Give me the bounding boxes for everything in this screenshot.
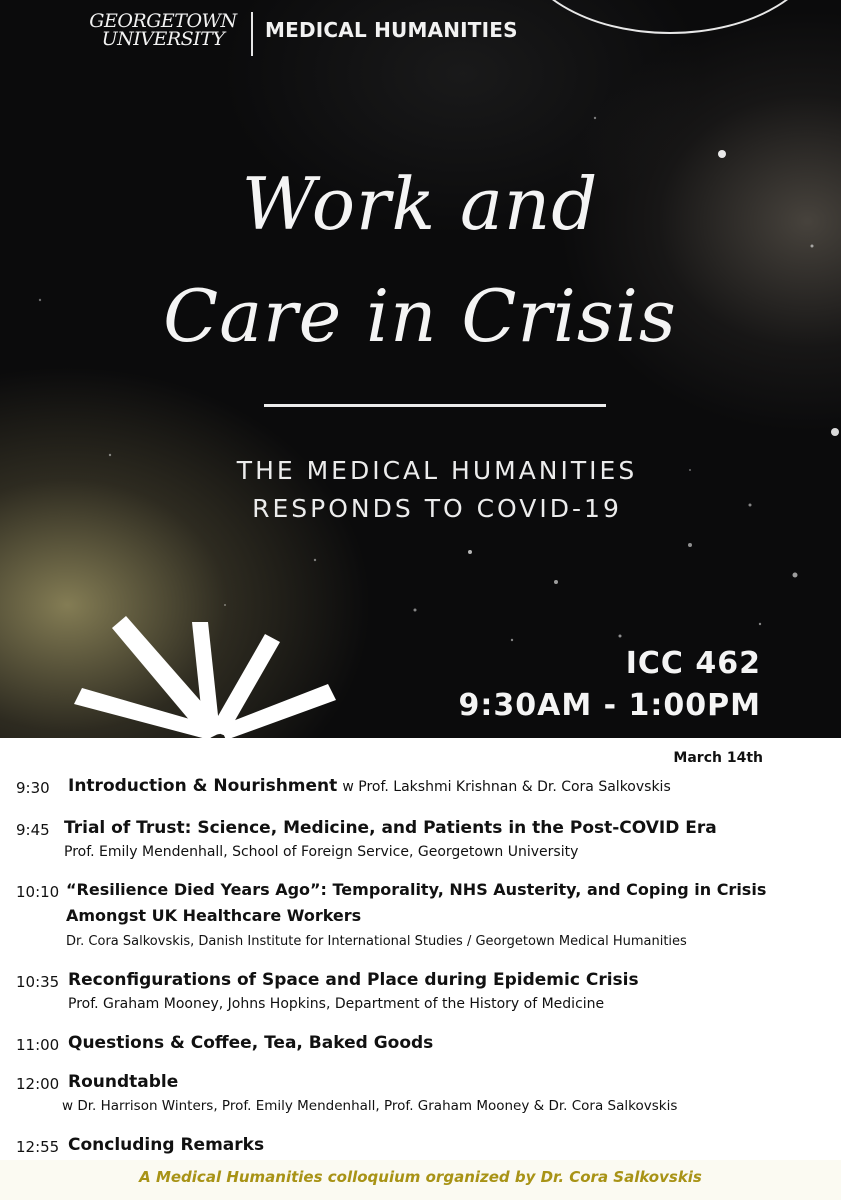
schedule-title-line	[68, 1072, 178, 1092]
schedule-title-line	[64, 818, 717, 838]
session-title: Questions & Coffee, Tea, Baked Goods	[68, 1033, 434, 1053]
schedule-title-line-2	[66, 906, 361, 925]
schedule-title-line	[68, 1135, 264, 1155]
title-line-1: Work and	[241, 162, 599, 246]
schedule-time	[16, 882, 59, 901]
session-title: Reconfigurations of Space and Place during Epidemic Crisis	[68, 970, 639, 990]
event-venue: ICC 462	[625, 646, 761, 681]
starburst-decoration	[60, 612, 360, 738]
event-date: March 14th	[673, 750, 763, 766]
session-speaker: Dr. Cora Salkovskis, Danish Institute for International Studies / Georgetown Medical Humanities	[66, 934, 687, 949]
organizer-credit: A Medical Humanities colloquium organized by Dr. Cora Salkovskis	[139, 1168, 702, 1186]
logo-line-2: UNIVERSITY	[101, 28, 225, 50]
time-label: 11:00	[16, 1036, 60, 1054]
time-label: 10:10	[16, 883, 60, 901]
schedule-title-line	[68, 776, 671, 796]
time-label: 9:45	[16, 821, 50, 839]
time-label: 10:35	[16, 973, 60, 991]
schedule-title-line	[68, 970, 639, 990]
session-speaker: w Dr. Harrison Winters, Prof. Emily Mendenhall, Prof. Graham Mooney & Dr. Cora Salkovskis	[62, 1098, 678, 1114]
event-title	[90, 148, 750, 372]
session-title: Roundtable	[68, 1072, 179, 1092]
schedule-title-line	[66, 880, 766, 899]
logo-divider	[251, 12, 253, 56]
event-hours: 9:30AM - 1:00PM	[458, 688, 761, 723]
time-label: 12:55	[16, 1138, 60, 1156]
schedule-title-line	[68, 1033, 433, 1053]
schedule-section	[0, 738, 841, 1200]
session-title: Concluding Remarks	[68, 1135, 265, 1155]
schedule-time	[16, 972, 59, 991]
time-label: 9:30	[16, 779, 50, 797]
schedule-time	[16, 1074, 59, 1093]
program-name: MEDICAL HUMANITIES	[265, 18, 518, 42]
organizer-footer	[0, 1160, 841, 1200]
schedule-time	[16, 1035, 59, 1054]
subtitle-line-2: RESPONDS TO COVID-19	[252, 494, 622, 523]
schedule-time	[16, 778, 50, 797]
session-title: Introduction & Nourishment	[68, 776, 338, 796]
session-title: Trial of Trust: Science, Medicine, and Patients in the Post-COVID Era	[64, 818, 717, 838]
schedule-time	[16, 1137, 59, 1156]
time-label: 12:00	[16, 1075, 60, 1093]
session-speaker: Prof. Graham Mooney, Johns Hopkins, Department of the History of Medicine	[68, 996, 605, 1012]
session-title: “Resilience Died Years Ago”: Temporality, NHS Austerity, and Coping in Crisis	[66, 880, 767, 899]
session-speaker: Prof. Emily Mendenhall, School of Foreign Service, Georgetown University	[64, 844, 579, 860]
title-divider	[264, 404, 606, 407]
session-hosts: w Prof. Lakshmi Krishnan & Dr. Cora Salkovskis	[342, 779, 671, 795]
event-subtitle	[100, 452, 774, 528]
schedule-time	[16, 820, 50, 839]
subtitle-line-1: THE MEDICAL HUMANITIES	[236, 456, 638, 485]
georgetown-university-logo	[76, 12, 250, 48]
logo-line-1: GEORGETOWN	[89, 10, 237, 32]
session-title-continued: Amongst UK Healthcare Workers	[66, 906, 362, 925]
title-line-2: Care in Crisis	[163, 274, 677, 358]
